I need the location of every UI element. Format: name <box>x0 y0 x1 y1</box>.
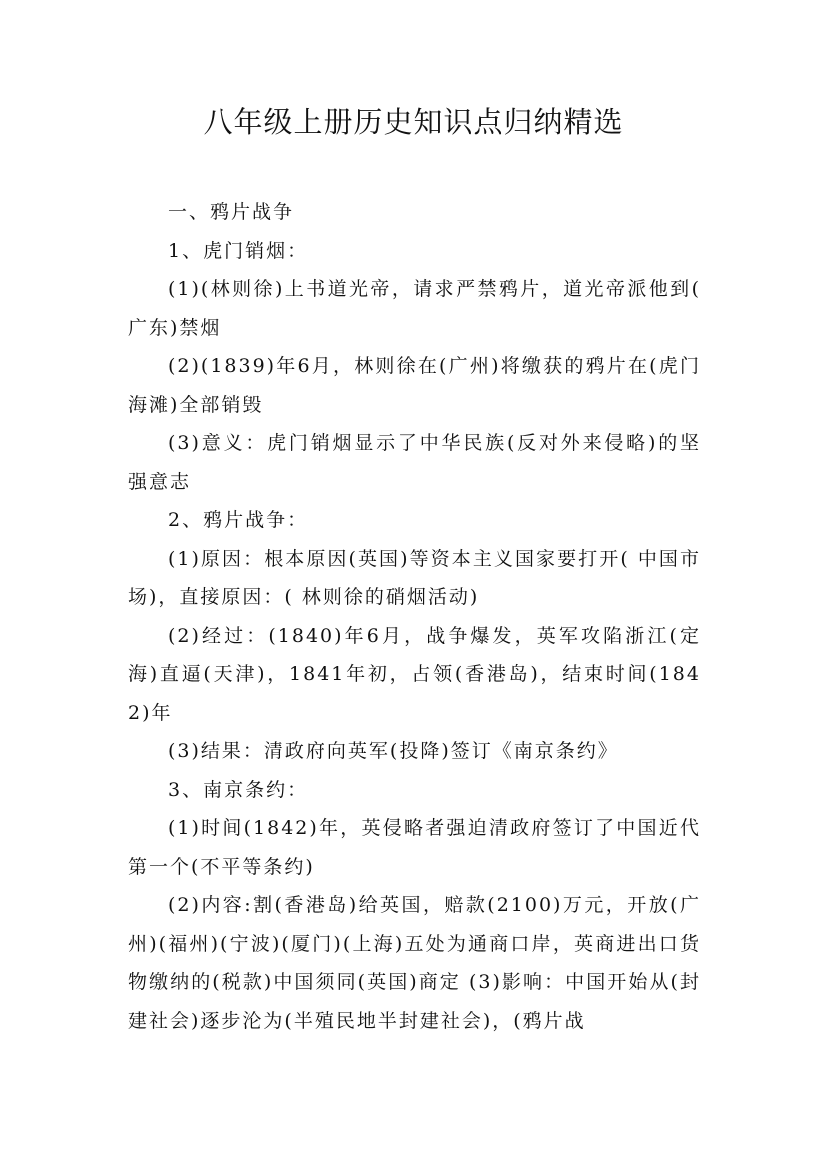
paragraph: (1)时间(1842)年，英侵略者强迫清政府签订了中国近代第一个(不平等条约) <box>128 817 701 878</box>
paragraph: (1)原因：根本原因(英国)等资本主义国家要打开( 中国市场)，直接原因：( 林则徐的硝烟活动) <box>128 547 701 608</box>
paragraph: (2)经过：(1840)年6月，战争爆发，英军攻陷浙江(定海)直逼(天津)，1841年初，占领(香港岛)，结束时间(1842)年 <box>128 624 701 724</box>
document-title: 八年级上册历史知识点归纳精选 <box>203 105 624 139</box>
subsection-heading-war: 2、鸦片战争： <box>168 509 309 531</box>
subsection-heading-nanjing: 3、南京条约： <box>168 778 309 801</box>
paragraph: (1)(林则徐)上书道光帝，请求严禁鸦片，道光帝派他到( 广东)禁烟 <box>128 278 701 339</box>
paragraph: (3)意义：虎门销烟显示了中华民族(反对外来侵略)的坚强意志 <box>128 432 701 493</box>
paragraph: (2)内容:割(香港岛)给英国，赔款(2100)万元，开放(广州)(福州)(宁波)(厦门)(上海)五处为通商口岸，英商进出口货物缴纳的(税款)中国须同(英国)商定 (3)影响：中国开始从(封建社会)逐步沦为(半殖民地半封建社会)，(鸦片战 <box>128 894 701 1032</box>
subsection-heading-humen: 1、虎门销烟： <box>168 239 309 262</box>
paragraph: (2)(1839)年6月，林则徐在(广州)将缴获的鸦片在(虎门海滩)全部销毁 <box>128 355 701 416</box>
section-heading-opium-war: 一、鸦片战争 <box>168 201 295 223</box>
document-body <box>128 193 701 1040</box>
paragraph: (3)结果：清政府向英军(投降)签订《南京条约》 <box>168 740 619 762</box>
